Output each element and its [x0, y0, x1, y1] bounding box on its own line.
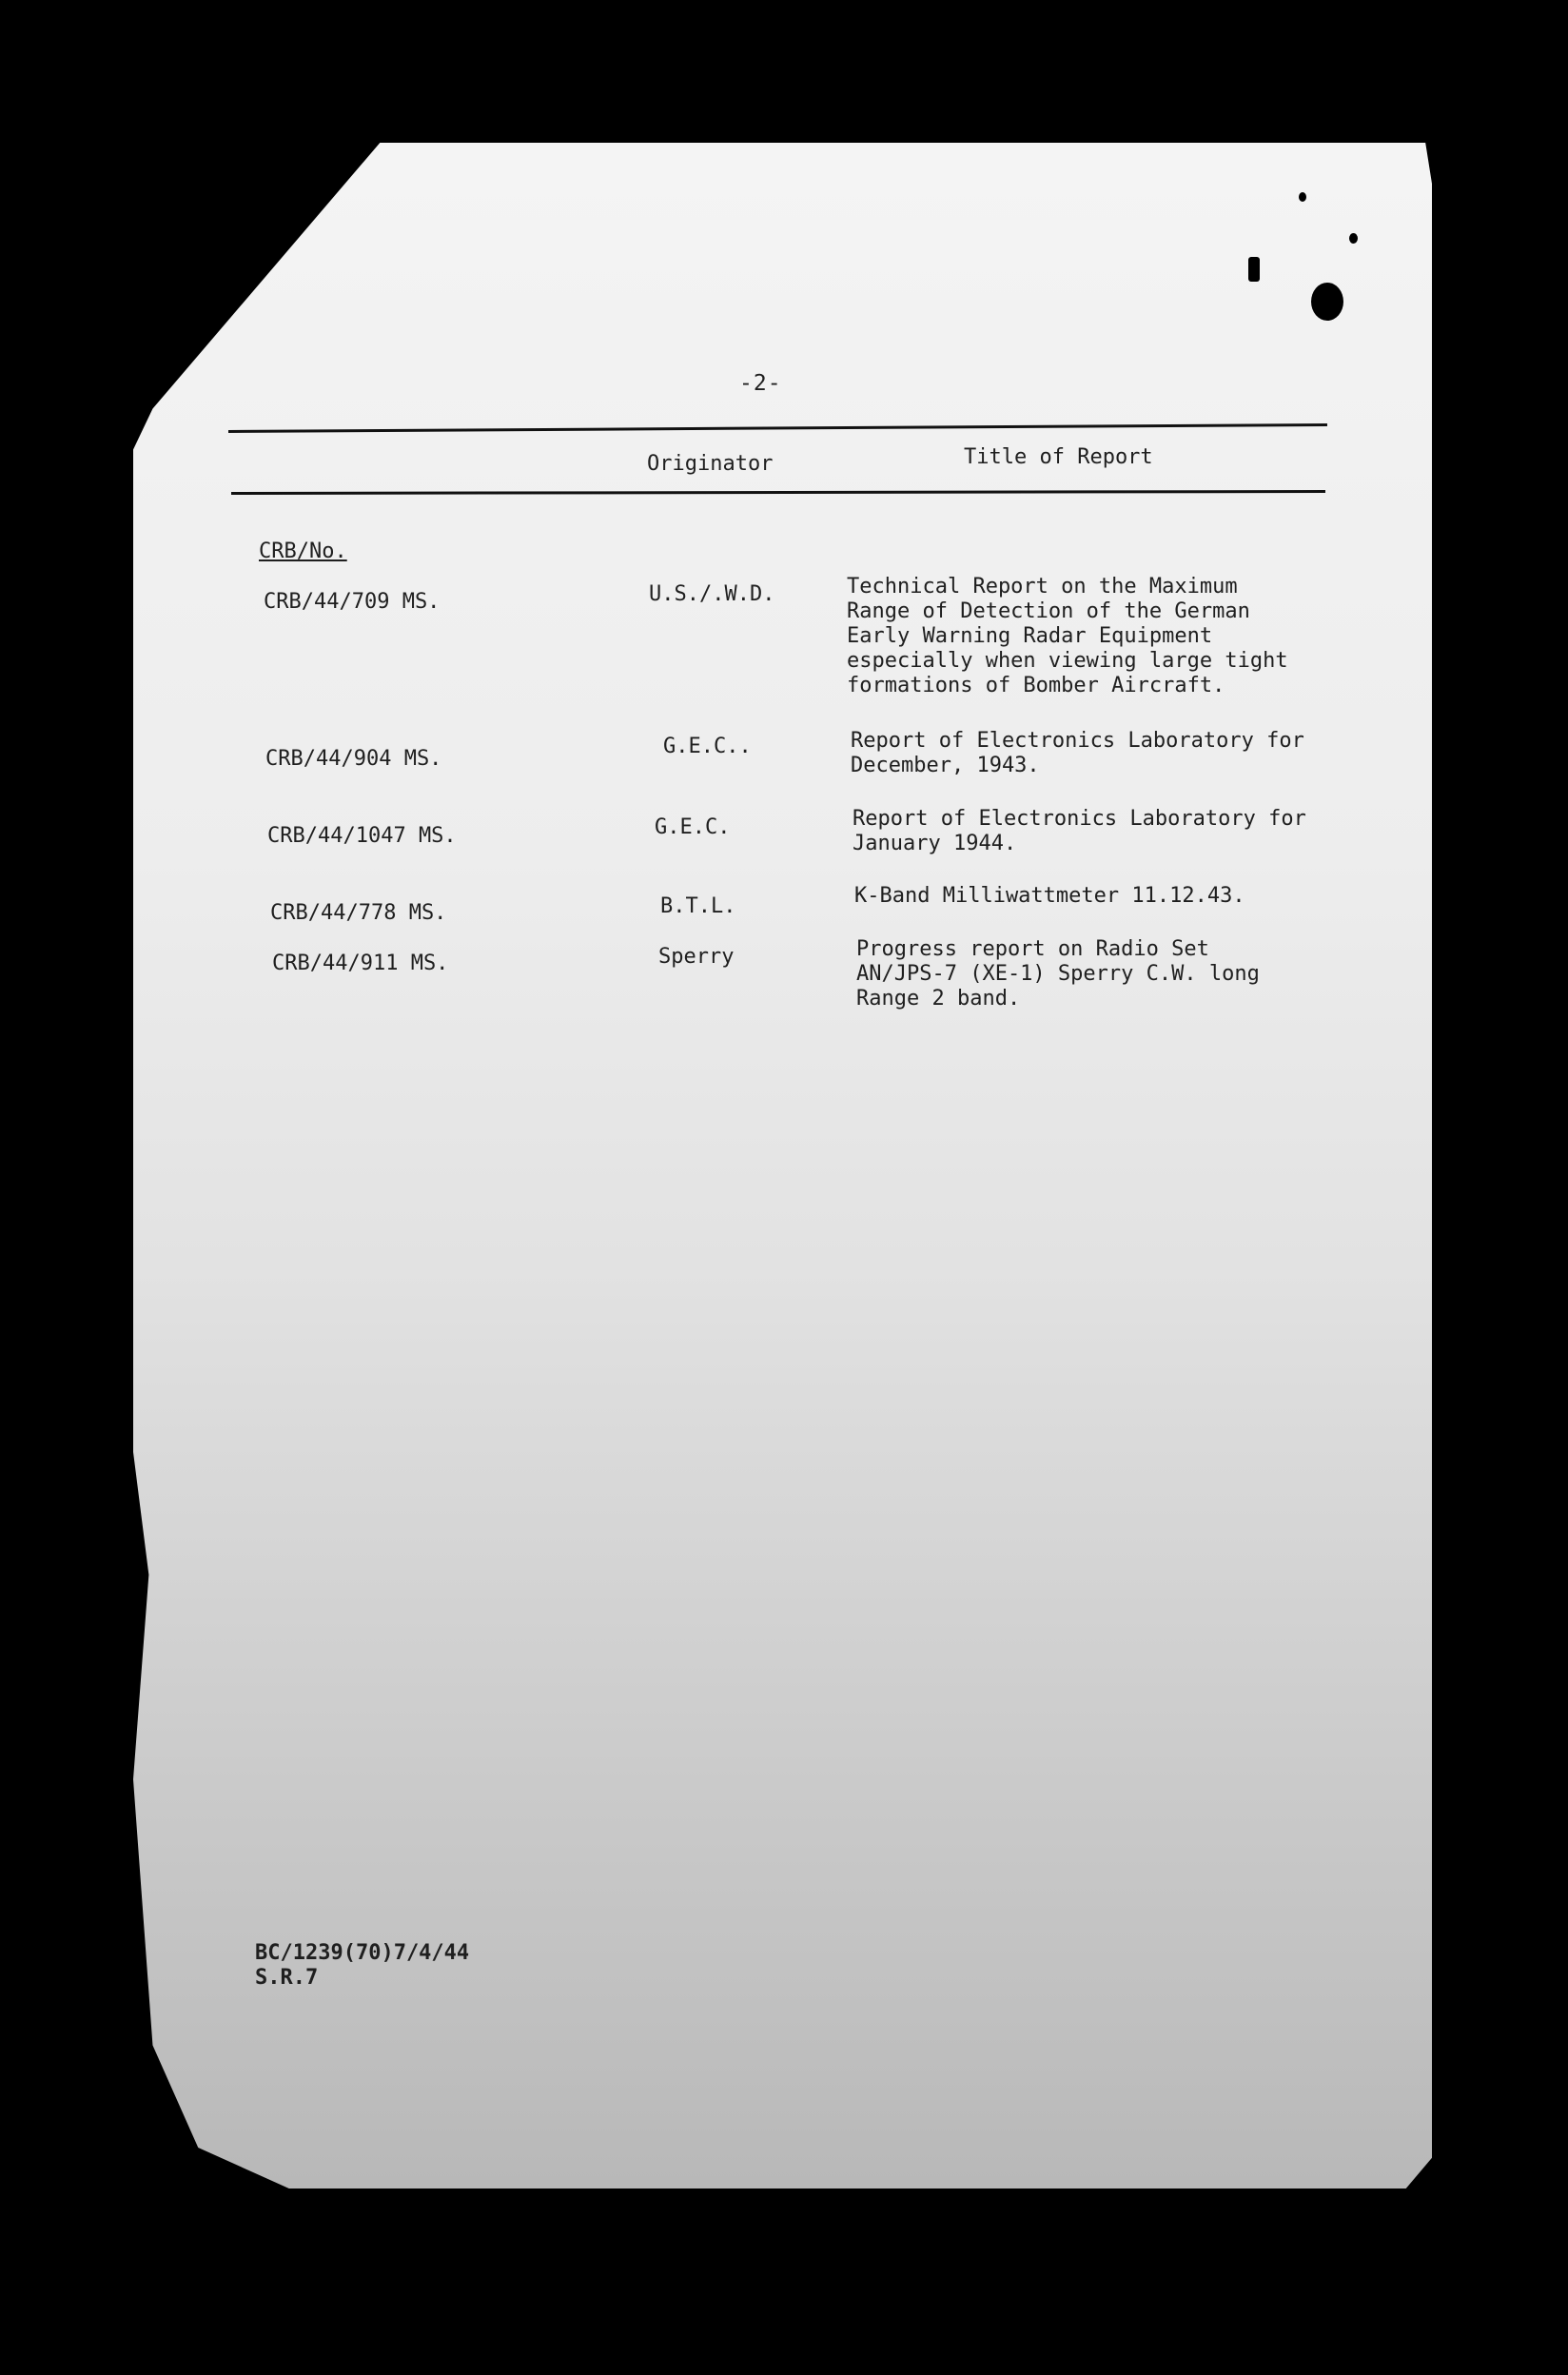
report-ref: CRB/44/709 MS. [264, 590, 441, 614]
report-title-line: December, 1943. [851, 754, 1040, 777]
page-number: -2- [739, 371, 782, 396]
report-originator: G.E.C.. [663, 735, 752, 758]
report-originator: B.T.L. [660, 894, 736, 918]
report-title-line: K-Band Milliwattmeter 11.12.43. [854, 884, 1245, 908]
report-title-line: Range of Detection of the German [847, 599, 1250, 623]
report-ref: CRB/44/904 MS. [265, 747, 442, 771]
report-ref: CRB/44/911 MS. [272, 952, 449, 975]
report-title-line: especially when viewing large tight [847, 649, 1288, 673]
report-title-line: January 1944. [853, 832, 1017, 855]
report-title-line: Progress report on Radio Set [856, 937, 1209, 961]
footer-line-1: BC/1239(70)7/4/44 [255, 1941, 470, 1965]
column-header-title: Title of Report [964, 445, 1153, 469]
document-page [133, 143, 1432, 2189]
report-originator: G.E.C. [655, 815, 731, 839]
report-title-line: formations of Bomber Aircraft. [847, 674, 1225, 697]
report-title-line: Early Warning Radar Equipment [847, 624, 1213, 648]
report-title-line: Range 2 band. [856, 987, 1021, 1011]
punch-mark [1248, 257, 1260, 282]
punch-mark [1349, 233, 1358, 244]
report-ref: CRB/44/1047 MS. [267, 824, 457, 848]
report-originator: U.S./.W.D. [649, 582, 775, 606]
report-originator: Sperry [658, 945, 735, 969]
report-title-line: Report of Electronics Laboratory for [851, 729, 1304, 753]
footer-line-2: S.R.7 [255, 1966, 319, 1990]
section-label: CRB/No. [259, 540, 347, 563]
column-header-originator: Originator [647, 452, 774, 476]
report-title-line: Technical Report on the Maximum [847, 575, 1238, 599]
report-title-line: Report of Electronics Laboratory for [853, 807, 1306, 831]
report-title-line: AN/JPS-7 (XE-1) Sperry C.W. long [856, 962, 1260, 986]
reference-footer [255, 1941, 469, 1991]
punch-hole [1311, 283, 1343, 321]
punch-mark [1299, 192, 1306, 202]
report-ref: CRB/44/778 MS. [270, 901, 447, 925]
